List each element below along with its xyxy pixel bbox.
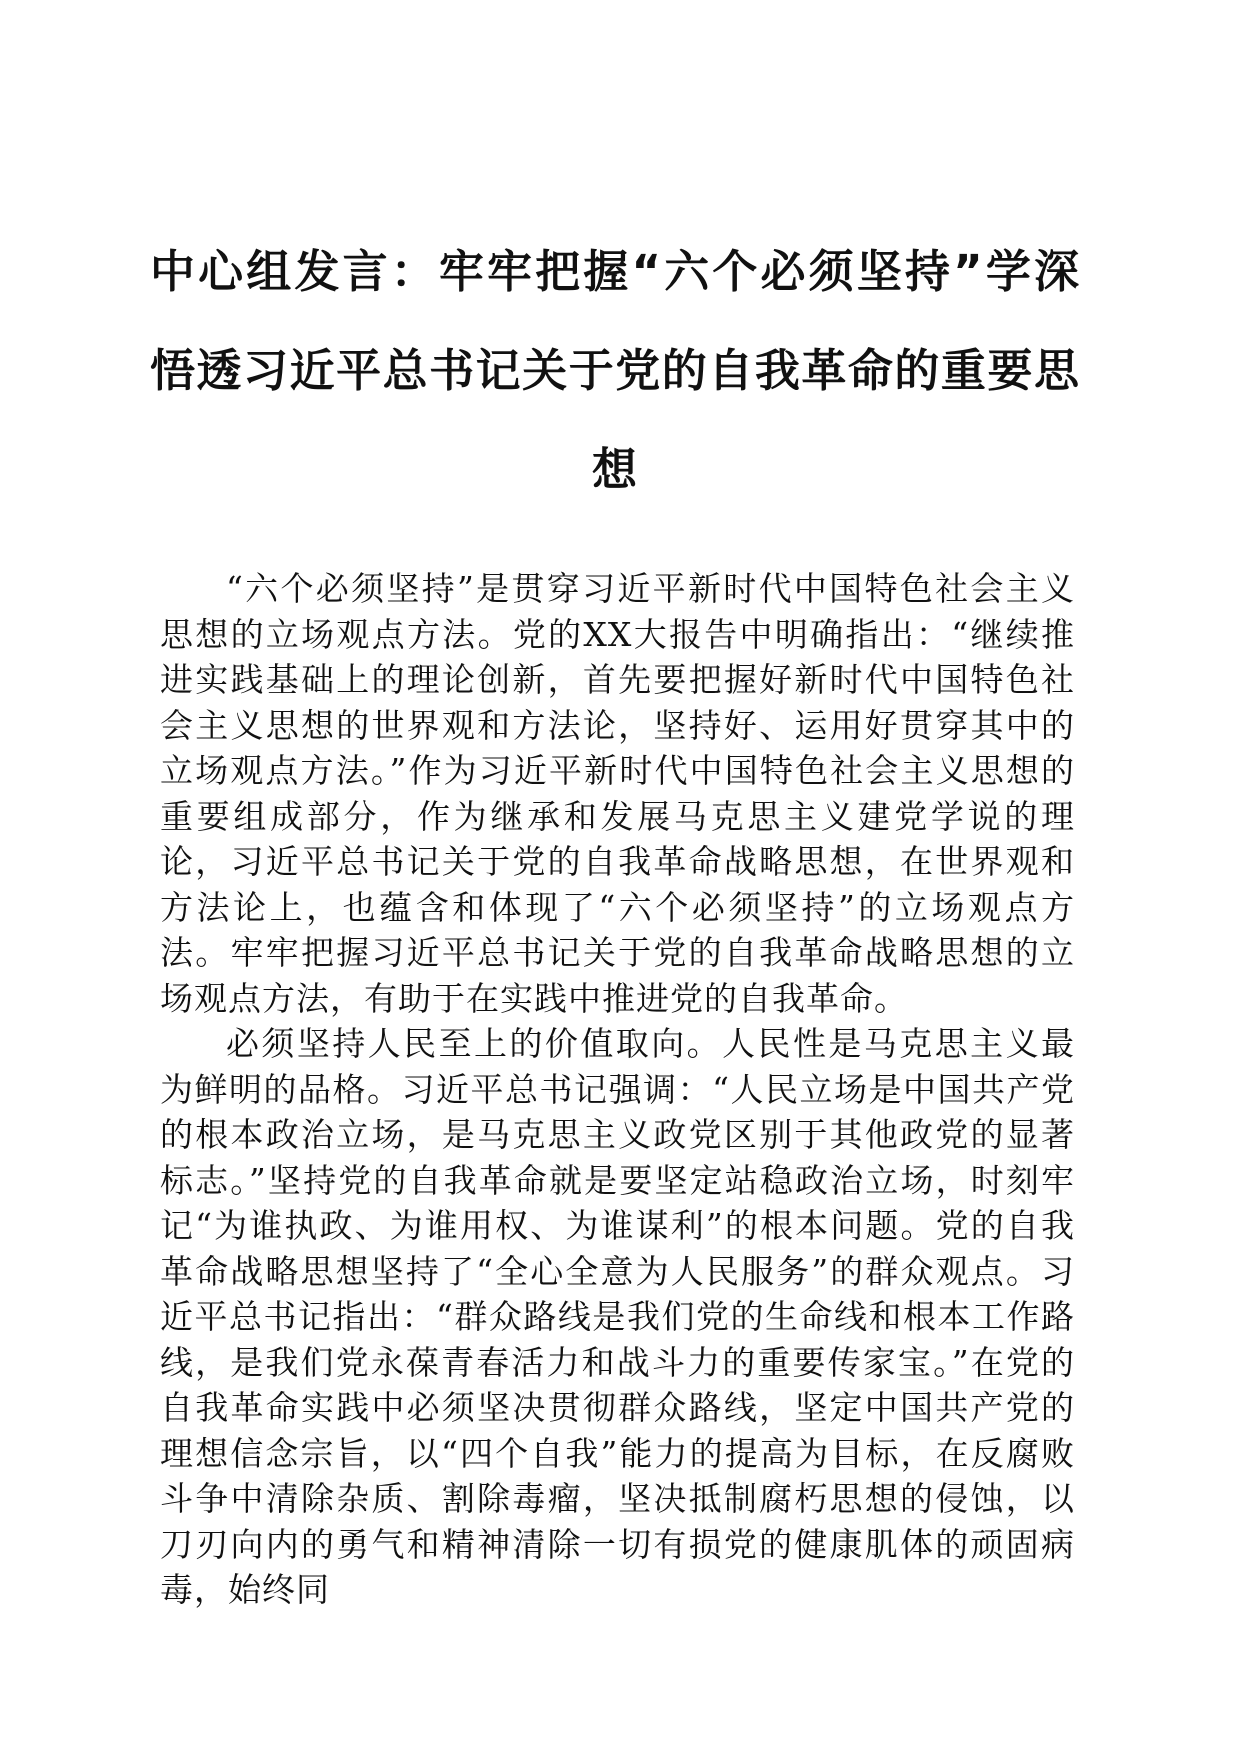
document-body [160, 566, 1075, 1613]
body-paragraph-2: 必须坚持人民至上的价值取向。人民性是马克思主义最为鲜明的品格。习近平总书记强调：“人民立场是中国共产党的根本政治立场，是马克思主义政党区别于其他政党的显著标志。”坚持党的自我革命就是要坚定站稳政治立场，时刻牢记“为谁执政、为谁用权、为谁谋利”的根本问题。党的自我革命战略思想坚持了“全心全意为人民服务”的群众观点。习近平总书记指出：“群众路线是我们党的生命线和根本工作路线，是我们党永葆青春活力和战斗力的重要传家宝。”在党的自我革命实践中必须坚决贯彻群众路线，坚定中国共产党的理想信念宗旨，以“四个自我”能力的提高为目标，在反腐败斗争中清除杂质、割除毒瘤，坚决抵制腐朽思想的侵蚀，以刀刃向内的勇气和精神清除一切有损党的健康肌体的顽固病毒，始终同 [160, 1024, 1075, 1609]
body-paragraph-1: “六个必须坚持”是贯穿习近平新时代中国特色社会主义思想的立场观点方法。党的XX大报告中明确指出：“继续推进实践基础上的理论创新，首先要把握好新时代中国特色社会主义思想的世界观和方法论，坚持好、运用好贯穿其中的立场观点方法。”作为习近平新时代中国特色社会主义思想的重要组成部分，作为继承和发展马克思主义建党学说的理论，习近平总书记关于党的自我革命战略思想，在世界观和方法论上，也蕴含和体现了“六个必须坚持”的立场观点方法。牢牢把握习近平总书记关于党的自我革命战略思想的立场观点方法，有助于在实践中推进党的自我革命。 [160, 569, 1075, 1018]
document-title: 中心组发言：牢牢把握“六个必须坚持”学深悟透习近平总书记关于党的自我革命的重要思想 [150, 245, 1080, 496]
